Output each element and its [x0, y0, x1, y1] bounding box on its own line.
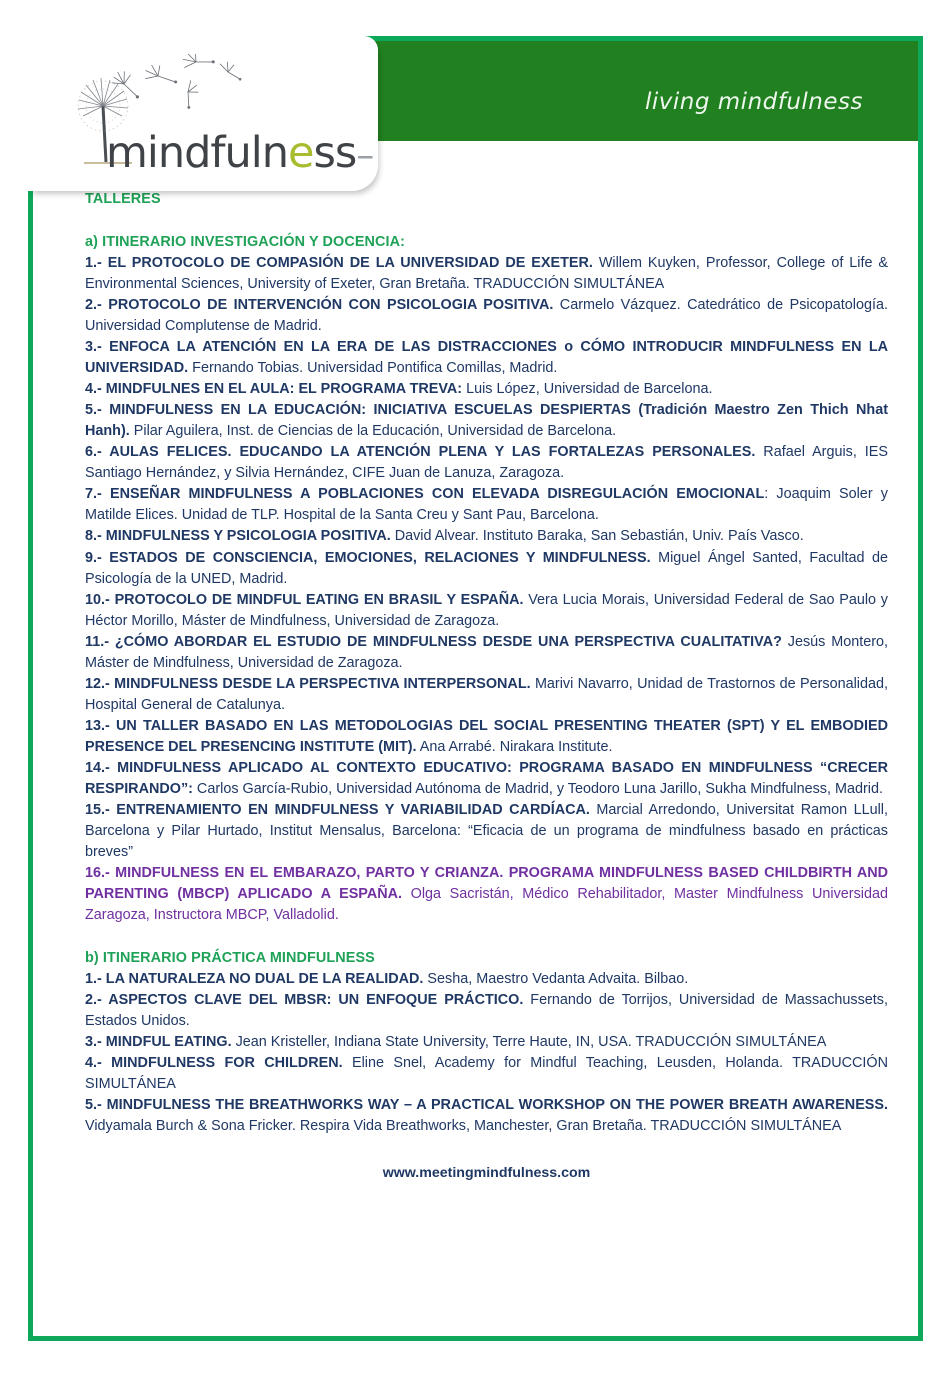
workshop-details: Vidyamala Burch & Sona Fricker. Respira Vida Breathworks, Manchester, Gran Bretaña. TRADUCCIÓN SIMULTÁNEA: [85, 1118, 842, 1135]
workshop-title: 3.- ENFOCA LA ATENCIÓN EN LA ERA DE LAS DISTRACCIONES o CÓMO INTRODUCIR MINDFULNESS EN LA UNIVERSIDAD.: [85, 339, 888, 377]
workshop-details: Luis López, Universidad de Barcelona.: [462, 381, 713, 398]
workshop-details: Willem Kuyken, Professor, College of Life & Environmental Sciences, University of Exeter, Gran Bretaña. TRADUCCIÓN SIMULTÁNEA: [85, 255, 888, 293]
workshop-details: Olga Sacristán, Médico Rehabilitador, Master Mindfulness Universidad Zaragoza, Instructora MBCP, Valladolid.: [85, 886, 888, 924]
page-title: TALLERES: [85, 191, 161, 207]
footer-url[interactable]: www.meetingmindfulness.com: [382, 1165, 591, 1182]
workshop-title: 8.- MINDFULNESS Y PSICOLOGIA POSITIVA.: [85, 528, 391, 545]
workshop-details: Ana Arrabé. Nirakara Institute.: [416, 738, 613, 755]
workshop-details: Pilar Aguilera, Inst. de Ciencias de la Educación, Universidad de Barcelona.: [129, 423, 617, 440]
workshop-title: 1.- EL PROTOCOLO DE COMPASIÓN DE LA UNIVERSIDAD DE EXETER.: [85, 255, 593, 272]
section-a-heading: a) ITINERARIO INVESTIGACIÓN Y DOCENCIA:: [85, 234, 405, 251]
workshop-title: 9.- ESTADOS DE CONSCIENCIA, EMOCIONES, RELACIONES Y MINDFULNESS.: [85, 549, 651, 566]
workshop-details: Fernando de Torrijos, Universidad de Massachussets, Estados Unidos.: [85, 992, 888, 1030]
logo-card: [28, 36, 378, 191]
wordmark-tail: –: [356, 135, 374, 176]
workshop-item: [85, 400, 888, 442]
workshop-details: Marivi Navarro, Unidad de Trastornos de Personalidad, Hospital General de Catalunya.: [85, 675, 888, 713]
workshop-title: 16.- MINDFULNESS EN EL EMBARAZO, PARTO Y CRIANZA. PROGRAMA MINDFULNESS BASED CHILDBIRTH AND PARENTING (MBCP) APLICADO A ESPAÑA.: [85, 864, 888, 902]
brand-tagline: living mindfulness: [645, 89, 863, 115]
workshop-item: [85, 800, 888, 863]
section-b-heading: b) ITINERARIO PRÁCTICA MINDFULNESS: [85, 950, 375, 967]
workshop-item: [85, 337, 888, 379]
workshop-details: Fernando Tobias. Universidad Pontifica Comillas, Madrid.: [188, 360, 558, 377]
workshop-title: 15.- ENTRENAMIENTO EN MINDFULNESS Y VARIABILIDAD CARDÍACA.: [85, 801, 590, 818]
workshop-title: 6.- AULAS FELICES. EDUCANDO LA ATENCIÓN PLENA Y LAS FORTALEZAS PERSONALES.: [85, 444, 756, 461]
logo-graphic: [70, 54, 374, 184]
brand-wordmark: [106, 128, 373, 178]
workshop-item: [85, 526, 888, 547]
workshop-item: [85, 1095, 888, 1137]
workshop-item: [85, 1032, 888, 1053]
workshop-details: Vera Lucia Morais, Universidad Federal de Sao Paulo y Héctor Morillo, Máster de Mindfulness, Universidad de Zaragoza.: [85, 591, 888, 629]
spacer: [85, 926, 888, 948]
workshop-item: [85, 484, 888, 526]
wordmark-part-1: mindfuln: [106, 128, 288, 178]
workshop-title: 13.- UN TALLER BASADO EN LAS METODOLOGIAS DEL SOCIAL PRESENTING THEATER (SPT) Y EL EMBODIED PRESENCE DEL PRESENCING INSTITUTE (MIT).: [85, 717, 888, 755]
wordmark-accent-e: e: [287, 128, 314, 178]
workshop-item: [85, 632, 888, 674]
workshop-item: [85, 590, 888, 632]
workshop-details: Rafael Arguis, IES Santiago Hernández, y Silvia Hernández, CIFE Juan de Lanuza, Zaragoza.: [85, 444, 888, 482]
wordmark-part-2: ss: [313, 128, 357, 178]
workshop-title: 2.- PROTOCOLO DE INTERVENCIÓN CON PSICOLOGIA POSITIVA.: [85, 297, 554, 314]
workshop-details: Jesús Montero, Máster de Mindfulness, Universidad de Zaragoza.: [85, 633, 888, 671]
workshop-title: 5.- MINDFULNESS EN LA EDUCACIÓN: INICIATIVA ESCUELAS DESPIERTAS (Tradición Maestro Zen Thich Nhat Hanh).: [85, 402, 888, 440]
workshop-title: 7.- ENSEÑAR MINDFULNESS A POBLACIONES CON ELEVADA DISREGULACIÓN EMOCIONAL: [85, 486, 765, 503]
workshop-details: : Joaquim Soler y Matilde Elices. Unidad de TLP. Hospital de la Santa Creu y Sant Pau, Barcelona.: [85, 486, 888, 524]
workshop-details: Jean Kristeller, Indiana State University, Terre Haute, IN, USA. TRADUCCIÓN SIMULTÁNEA: [231, 1034, 827, 1051]
workshop-title: 4.- MINDFULNES EN EL AULA: EL PROGRAMA TREVA:: [85, 381, 463, 398]
workshop-item: [85, 295, 888, 337]
workshop-item: [85, 969, 888, 990]
workshop-title: 2.- ASPECTOS CLAVE DEL MBSR: UN ENFOQUE PRÁCTICO.: [85, 992, 524, 1009]
spacer: [85, 210, 888, 232]
workshop-title: 11.- ¿CÓMO ABORDAR EL ESTUDIO DE MINDFULNESS DESDE UNA PERSPECTIVA CUALITATIVA?: [85, 633, 782, 650]
workshop-item: [85, 716, 888, 758]
workshop-details: Miguel Ángel Santed, Facultad de Psicología de la UNED, Madrid.: [85, 549, 888, 587]
workshop-item: [85, 442, 888, 484]
workshop-title: 5.- MINDFULNESS THE BREATHWORKS WAY – A PRACTICAL WORKSHOP ON THE POWER BREATH AWARENESS.: [85, 1097, 888, 1114]
workshop-details: Carlos García-Rubio, Universidad Autónoma de Madrid, y Teodoro Luna Jarillo, Sukha Mindfulness, Madrid.: [192, 780, 883, 797]
workshop-details: David Alvear. Instituto Baraka, San Sebastián, Univ. País Vasco.: [390, 528, 804, 545]
workshop-title: 1.- LA NATURALEZA NO DUAL DE LA REALIDAD.: [85, 971, 424, 988]
workshop-item: [85, 1053, 888, 1095]
workshop-item: [85, 548, 888, 590]
workshop-item: [85, 253, 888, 295]
workshop-title: 4.- MINDFULNESS FOR CHILDREN.: [85, 1055, 343, 1072]
document-page: [28, 36, 923, 1341]
workshop-item: [85, 379, 888, 400]
workshop-item: [85, 674, 888, 716]
workshop-title: 10.- PROTOCOLO DE MINDFUL EATING EN BRASIL Y ESPAÑA.: [85, 591, 524, 608]
workshop-item-highlighted: [85, 863, 888, 926]
workshop-item: [85, 990, 888, 1032]
workshop-details: Eline Snel, Academy for Mindful Teaching, Leusden, Holanda. TRADUCCIÓN SIMULTÁNEA: [85, 1055, 888, 1093]
workshop-title: 14.- MINDFULNESS APLICADO AL CONTEXTO EDUCATIVO: PROGRAMA BASADO EN MINDFULNESS “CRECER RESPIRANDO”:: [85, 759, 888, 797]
document-header: [33, 41, 918, 178]
workshop-title: 3.- MINDFUL EATING.: [85, 1034, 232, 1051]
workshop-details: Marcial Arredondo, Universitat Ramon LLull, Barcelona y Pilar Hurtado, Institut Mensalus, Barcelona: “Eficacia de un programa de mindfulness basado en prácticas breves”: [85, 801, 888, 860]
workshop-details: Sesha, Maestro Vedanta Advaita. Bilbao.: [423, 971, 689, 988]
workshop-item: [85, 758, 888, 800]
workshop-details: Carmelo Vázquez. Catedrático de Psicopatología. Universidad Complutense de Madrid.: [85, 297, 889, 335]
workshop-title: 12.- MINDFULNESS DESDE LA PERSPECTIVA INTERPERSONAL.: [85, 675, 531, 692]
document-body: [33, 173, 918, 1194]
